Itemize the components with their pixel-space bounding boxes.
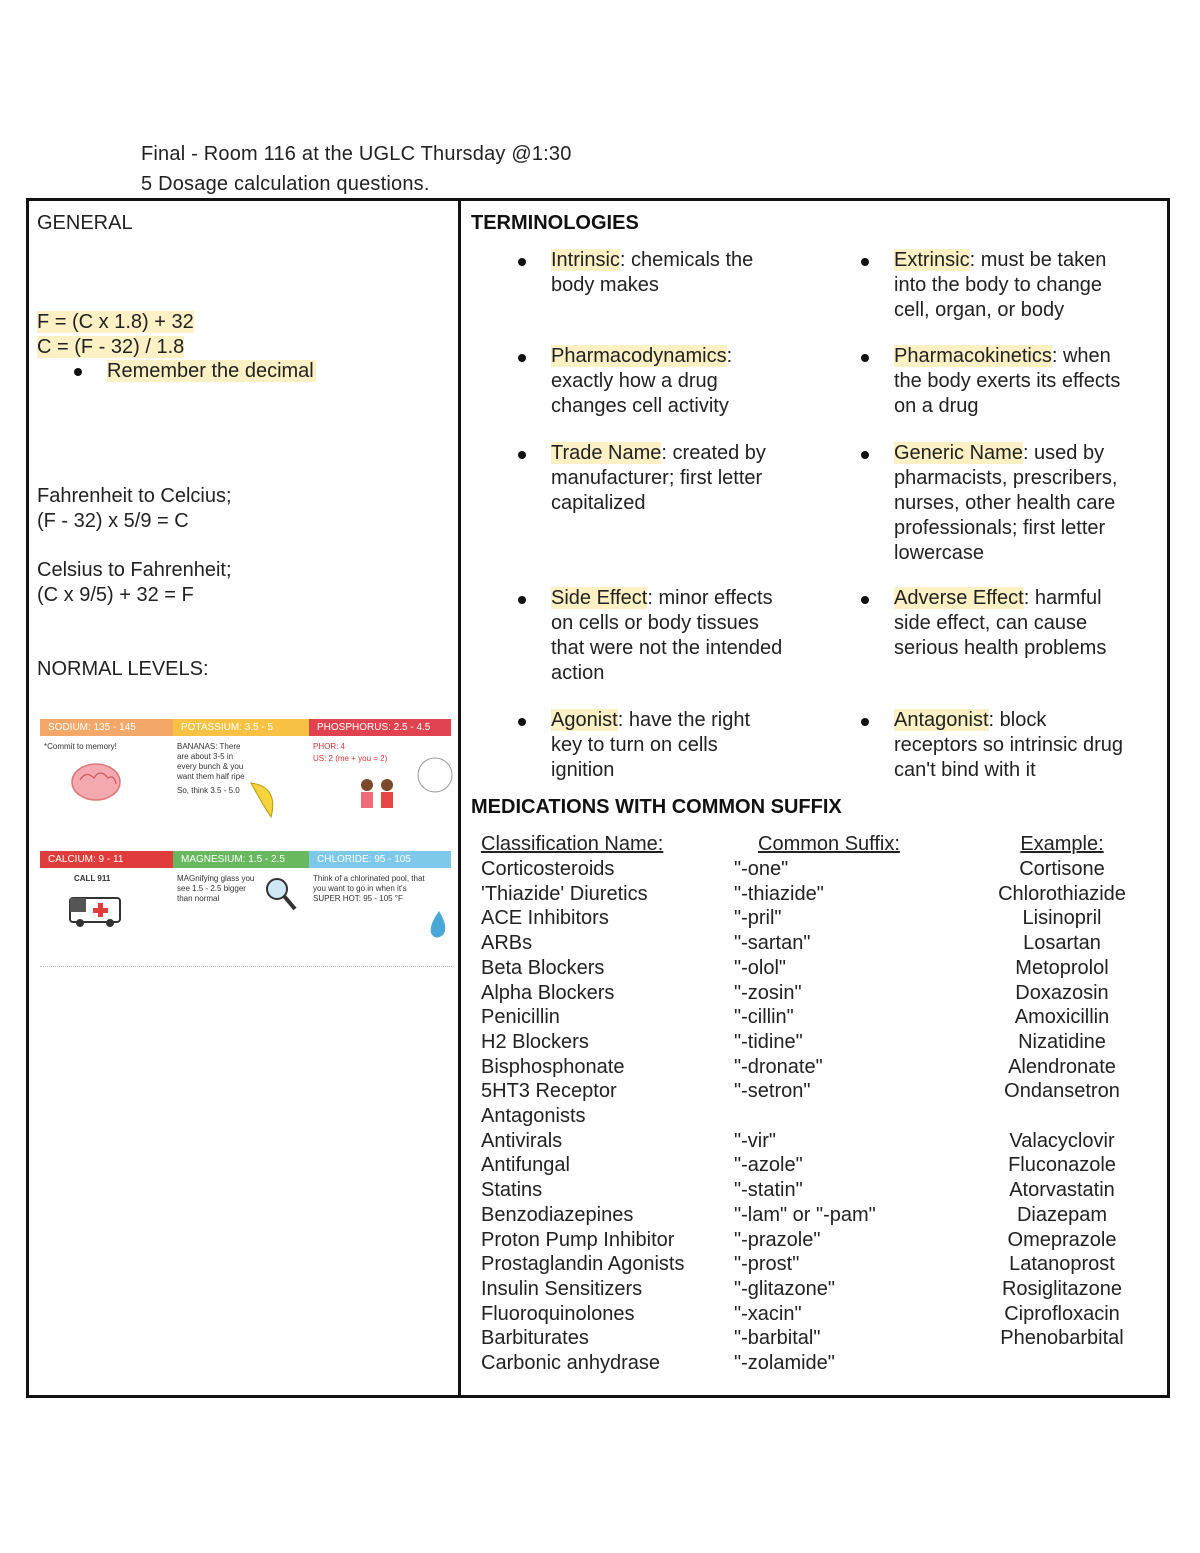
- level-tag: MAGNESIUM: 1.5 - 2.5: [173, 851, 315, 868]
- level-note: PHOR: 4: [313, 742, 346, 751]
- classification-cell: 'Thiazide' Diuretics: [481, 883, 648, 905]
- suffix-cell: "-azole": [734, 1154, 803, 1176]
- remember-decimal-note: Remember the decimal: [107, 360, 314, 382]
- classification-cell: Antifungal: [481, 1154, 570, 1176]
- classification-cell: Carbonic anhydrase: [481, 1352, 660, 1374]
- suffix-cell: "-cillin": [734, 1006, 794, 1028]
- classification-cell: Statins: [481, 1179, 543, 1201]
- suffix-cell: "-pril": [734, 907, 782, 929]
- ambulance-icon: [66, 890, 126, 930]
- table-row: H2 Blockers "-tidine" Nizatidine: [481, 1031, 1106, 1053]
- table-row: 5HT3 Receptor "-setron" Ondansetron: [481, 1080, 1120, 1102]
- classification-cell: Alpha Blockers: [481, 982, 615, 1004]
- term-trade-name: Trade Name: created by manufacturer; first letter capitalized: [551, 442, 766, 514]
- term-agonist: Agonist: have the right key to turn on cells ignition: [551, 709, 751, 781]
- level-card-potassium: [173, 719, 315, 796]
- suffix-cell: "-prazole": [734, 1229, 821, 1251]
- level-card-magnesium: [173, 851, 315, 904]
- couple-icon: [353, 777, 403, 823]
- term-pharmacokinetics: Pharmacokinetics: when the body exerts its effects on a drug: [894, 345, 1121, 417]
- bullet-dot: [518, 354, 526, 362]
- level-tag: SODIUM: 135 - 145: [40, 719, 182, 736]
- table-row: Bisphosphonate "-dronate" Alendronate: [481, 1056, 1116, 1078]
- suffix-cell: "-xacin": [734, 1303, 802, 1325]
- suffix-cell: "-olol": [734, 957, 786, 979]
- suffix-cell: "-one": [734, 858, 789, 880]
- table-row: Statins "-statin" Atorvastatin: [481, 1179, 1115, 1201]
- table-row: Fluoroquinolones "-xacin" Ciprofloxacin: [481, 1303, 1120, 1325]
- level-note: *Commit to memory!: [44, 742, 117, 751]
- classification-cell: Barbiturates: [481, 1327, 589, 1349]
- suffix-cell: "-prost": [734, 1253, 800, 1275]
- brain-icon: [68, 760, 128, 804]
- bullet-dot: [518, 596, 526, 604]
- level-card-chloride: [309, 851, 451, 904]
- general-title: GENERAL: [37, 212, 133, 234]
- classification-cell: Corticosteroids: [481, 858, 615, 880]
- suffix-cell: "-thiazide": [734, 883, 824, 905]
- term-antagonist: Antagonist: block receptors so intrinsic drug can't bind with it: [894, 709, 1123, 781]
- bullet-dot: [861, 258, 869, 266]
- classification-cell: Beta Blockers: [481, 957, 605, 979]
- classification-cell: 5HT3 Receptor: [481, 1080, 617, 1102]
- table-row: Proton Pump Inhibitor "-prazole" Omeprazole: [481, 1229, 1117, 1251]
- classification-cell: ARBs: [481, 932, 533, 954]
- suffix-cell: "-setron": [734, 1080, 811, 1102]
- level-note: Think of a chlorinated pool, that you want to go in when it's SUPER HOT: 95 - 105 °F: [313, 874, 425, 903]
- level-tag: CHLORIDE: 95 - 105: [309, 851, 451, 868]
- col-header-suffix: Common Suffix:: [758, 833, 900, 855]
- header-line-2: 5 Dosage calculation questions.: [141, 173, 430, 195]
- term-side-effect: Side Effect: minor effects on cells or body tissues that were not the intended action: [551, 587, 783, 684]
- classification-cell: H2 Blockers: [481, 1031, 589, 1053]
- level-note-2: So, think 3.5 - 5.0: [177, 786, 240, 795]
- classification-cell: Bisphosphonate: [481, 1056, 625, 1078]
- term-pharmacodynamics: Pharmacodynamics: exactly how a drug changes cell activity: [551, 345, 733, 417]
- level-card-calcium: [40, 851, 182, 936]
- table-row: ACE Inhibitors "-pril" Lisinopril: [481, 907, 1102, 929]
- table-row: [481, 1104, 1161, 1129]
- bullet-dot: [518, 258, 526, 266]
- level-tag: POTASSIUM: 3.5 - 5: [173, 719, 315, 736]
- classification-cell: Antivirals: [481, 1130, 563, 1152]
- banana-icon: [245, 777, 281, 821]
- level-card-sodium: [40, 719, 182, 810]
- water-drop-icon: [427, 909, 451, 941]
- formula-f-to-c: C = (F - 32) / 1.8: [37, 336, 185, 358]
- suffix-cell: "-barbital": [734, 1327, 821, 1349]
- suffix-cell: "-glitazone": [734, 1278, 835, 1300]
- header-line-1: Final - Room 116 at the UGLC Thursday @1:30: [141, 143, 572, 165]
- heart-bubble-icon: [415, 755, 455, 795]
- bullet-dot: [861, 354, 869, 362]
- table-row: ARBs "-sartan" Losartan: [481, 932, 1101, 954]
- col-header-classification: Classification Name:: [481, 833, 664, 855]
- term-intrinsic: Intrinsic: chemicals the body makes: [551, 249, 754, 296]
- suffix-cell: "-zosin": [734, 982, 802, 1004]
- table-row: Barbiturates "-barbital" Phenobarbital: [481, 1327, 1124, 1349]
- bullet-dot: [518, 718, 526, 726]
- term-extrinsic: Extrinsic: must be taken into the body to change cell, organ, or body: [894, 249, 1107, 321]
- table-row: Antifungal "-azole" Fluconazole: [481, 1154, 1116, 1176]
- infographic-divider: [40, 966, 452, 967]
- classification-cell: ACE Inhibitors: [481, 907, 609, 929]
- bullet-dot: [861, 596, 869, 604]
- bullet-dot: [861, 451, 869, 459]
- f2c-formula: (F - 32) x 5/9 = C: [37, 510, 189, 532]
- term-adverse-effect: Adverse Effect: harmful side effect, can cause serious health problems: [894, 587, 1107, 659]
- classification-cell: Antagonists: [481, 1105, 586, 1127]
- level-card-phosphorus: [309, 719, 451, 764]
- level-tag: CALCIUM: 9 - 11: [40, 851, 182, 868]
- table-row: 'Thiazide' Diuretics "-thiazide" Chlorothiazide: [481, 883, 1126, 905]
- classification-cell: Insulin Sensitizers: [481, 1278, 643, 1300]
- bullet-dot: [74, 368, 82, 376]
- table-row: Corticosteroids "-one" Cortisone: [481, 858, 1105, 880]
- table-row: Penicillin "-cillin" Amoxicillin: [481, 1006, 1110, 1028]
- classification-cell: Proton Pump Inhibitor: [481, 1229, 675, 1251]
- formula-c-to-f: F = (C x 1.8) + 32: [37, 311, 194, 333]
- level-note: BANANAS: There are about 3-5 in every bunch & you want them half ripe: [177, 742, 245, 781]
- suffix-cell: "-lam" or "-pam": [734, 1204, 876, 1226]
- table-row: Prostaglandin Agonists "-prost" Latanoprost: [481, 1253, 1115, 1275]
- level-note: MAGnifying glass you see 1.5 - 2.5 bigger than normal: [177, 874, 255, 903]
- suffix-cell: "-dronate": [734, 1056, 823, 1078]
- term-generic-name: Generic Name: used by pharmacists, prescribers, nurses, other health care professionals; first letter lowercase: [894, 442, 1118, 564]
- suffix-cell: "-vir": [734, 1130, 776, 1152]
- bullet-dot: [861, 718, 869, 726]
- table-row: Antivirals "-vir" Valacyclovir: [481, 1130, 1115, 1152]
- table-row: Insulin Sensitizers "-glitazone" Rosiglitazone: [481, 1278, 1123, 1300]
- table-row: [481, 1351, 1161, 1376]
- suffix-cell: "-tidine": [734, 1031, 803, 1053]
- classification-cell: Fluoroquinolones: [481, 1303, 635, 1325]
- table-row: Beta Blockers "-olol" Metoprolol: [481, 957, 1109, 979]
- classification-cell: Prostaglandin Agonists: [481, 1253, 685, 1275]
- classification-cell: Benzodiazepines: [481, 1204, 634, 1226]
- medications-title: MEDICATIONS WITH COMMON SUFFIX: [471, 796, 842, 818]
- magnifying-glass-icon: [263, 875, 299, 915]
- suffix-cell: "-zolamide": [734, 1352, 835, 1374]
- terminologies-title: TERMINOLOGIES: [471, 212, 639, 234]
- classification-cell: Penicillin: [481, 1006, 560, 1028]
- bullet-dot: [518, 451, 526, 459]
- medications-header-row: Classification Name: Common Suffix: Example:: [481, 833, 1104, 855]
- column-divider: [458, 198, 461, 1398]
- table-row: Alpha Blockers "-zosin" Doxazosin: [481, 982, 1109, 1004]
- c2f-title: Celsius to Fahrenheit;: [37, 559, 232, 581]
- c2f-formula: (C x 9/5) + 32 = F: [37, 584, 194, 606]
- level-note-2: US: 2 (me + you = 2): [313, 754, 388, 763]
- suffix-cell: "-statin": [734, 1179, 803, 1201]
- normal-levels-title: NORMAL LEVELS:: [37, 658, 209, 680]
- level-note: CALL 911: [74, 874, 111, 883]
- f2c-title: Fahrenheit to Celcius;: [37, 485, 232, 507]
- table-row: Benzodiazepines "-lam" or "-pam" Diazepam: [481, 1204, 1108, 1226]
- suffix-cell: "-sartan": [734, 932, 811, 954]
- level-tag: PHOSPHORUS: 2.5 - 4.5: [309, 719, 451, 736]
